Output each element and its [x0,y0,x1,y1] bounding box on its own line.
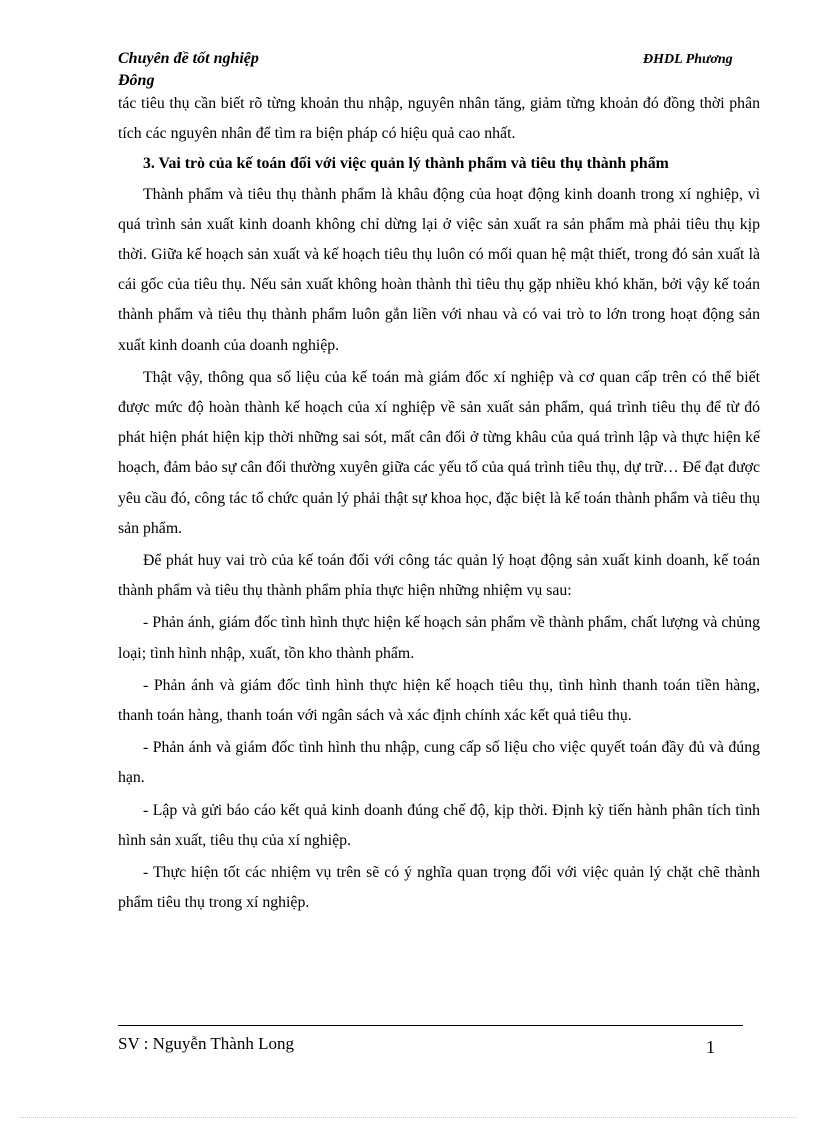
header-title-line2: Đông [118,72,155,89]
paragraph-indeed: Thật vậy, thông qua số liệu của kế toán mà giám đốc xí nghiệp và cơ quan cấp trên có thể biết được mức độ hoàn thành kế hoạch của xí nghiệp về sản xuất sản phẩm, quá trình tiêu thụ để từ đó phát hiện phát hiện kịp thời những sai sót, mất cân đối ở từng khâu của quá trình lập và thực hiện kế hoạch, đảm bảo sự cân đối thường xuyên giữa các yếu tố của quá trình tiêu thụ, dự trữ… Để đạt được yêu cầu đó, công tác tổ chức quản lý phải thật sự khoa học, đặc biệt là kế toán thành phẩm và tiêu thụ sản phẩm. [118,368,760,537]
bullet-item-4: - Lập và gửi báo cáo kết quả kinh doanh đúng chế độ, kịp thời. Định kỳ tiến hành phân tích tình hình sản xuất, tiêu thụ của xí nghiệp. [118,801,760,849]
page-number: 1 [706,1037,715,1057]
footer-student-name: SV : Nguyễn Thành Long [118,1034,294,1053]
bullet-item-3: - Phản ánh và giám đốc tình hình thu nhập, cung cấp số liệu cho việc quyết toán đầy đủ và đúng hạn. [118,739,760,787]
running-header-title [118,48,318,92]
paragraph-continuation: tác tiêu thụ cần biết rõ từng khoản thu nhập, nguyên nhân tăng, giảm từng khoản đó đồng thời phân tích các nguyên nhân để tìm ra biện pháp có hiệu quả cao nhất. [118,95,760,143]
bullet-item-1: - Phản ánh, giám đốc tình hình thực hiện kế hoạch sản phẩm về thành phẩm, chất lượng và chủng loại; tình hình nhập, xuất, tồn kho thành phẩm. [118,614,760,662]
bullet-item-2: - Phản ánh và giám đốc tình hình thực hiện kế hoạch tiêu thụ, tình hình thanh toán tiền hàng, thanh toán hàng, thanh toán với ngân sách và xác định chính xác kết quả tiêu thụ. [118,676,760,725]
header-title-line1: Chuyên đề tốt nghiệp [118,50,259,67]
paragraph-role-of-accounting: Thành phẩm và tiêu thụ thành phẩm là khâu động của hoạt động kinh doanh trong xí nghiệp, vì quá trình sản xuất kinh doanh không chỉ dừng lại ở việc sản xuất ra sản phẩm mà phải tiêu thụ kịp thời. Giữa kế hoạch sản xuất và kế hoạch tiêu thụ luôn có mối quan hệ mật thiết, trong đó sản xuất là cái gốc của tiêu thụ. Nếu sản xuất không hoàn thành thì tiêu thụ gặp nhiều khó khăn, bởi vậy kế toán thành phẩm và tiêu thụ thành phẩm luôn gắn liền với nhau và có vai trò to lớn trong hoạt động sản xuất kinh doanh của doanh nghiệp. [118,185,760,354]
bullet-item-5: - Thực hiện tốt các nhiệm vụ trên sẽ có ý nghĩa quan trọng đối với việc quản lý chặt chẽ thành phẩm tiêu thụ trong xí nghiệp. [118,864,760,912]
paragraph-tasks-intro: Để phát huy vai trò của kế toán đối với công tác quản lý hoạt động sản xuất kinh doanh, kế toán thành phẩm và tiêu thụ thành phẩm phỉa thực hiện những nhiệm vụ sau: [118,552,760,600]
running-header-school: ĐHDL Phương [643,52,733,67]
document-body [118,89,760,918]
footer-divider [118,1025,743,1026]
page-bottom-edge [20,1117,796,1118]
section-heading: 3. Vai trò của kế toán đối với việc quản lý thành phẩm và tiêu thụ thành phẩm [143,155,669,173]
